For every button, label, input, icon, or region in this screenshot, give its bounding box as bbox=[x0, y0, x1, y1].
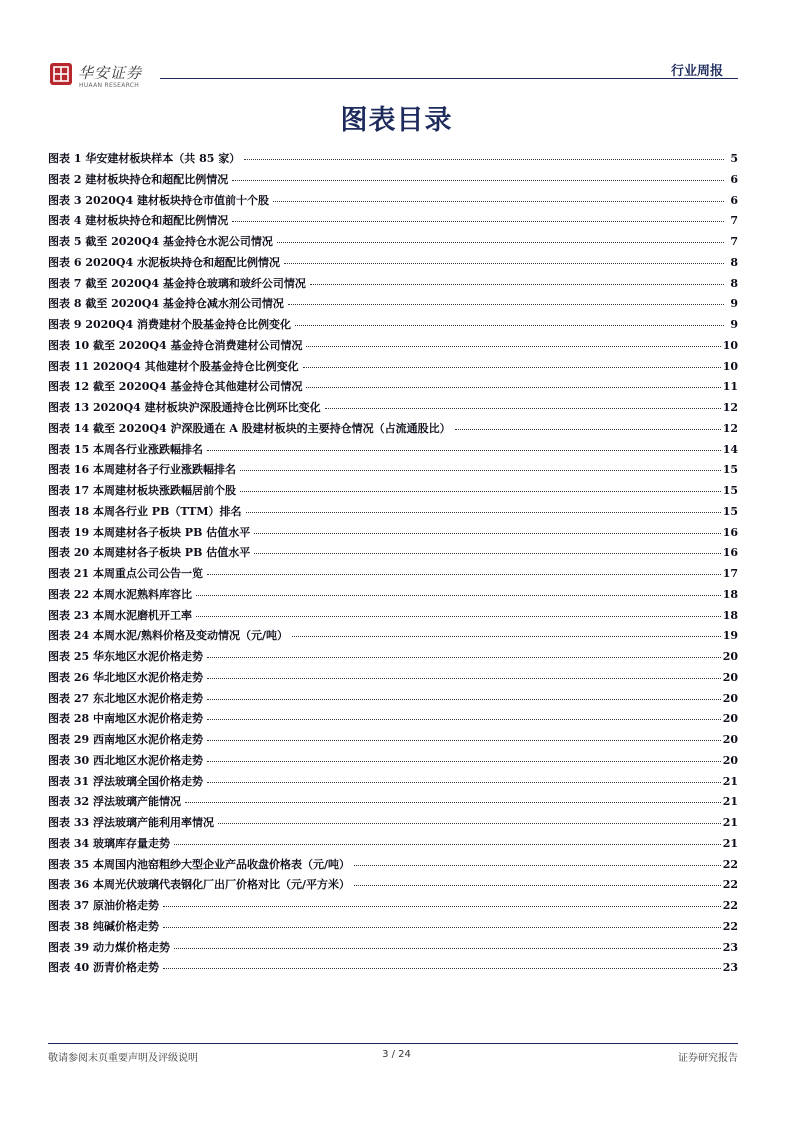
toc-dot-leader bbox=[292, 624, 721, 637]
toc-dot-leader bbox=[303, 355, 721, 368]
toc-entry[interactable] bbox=[48, 917, 738, 938]
footer-divider bbox=[48, 1043, 738, 1044]
toc-entry[interactable] bbox=[48, 938, 738, 959]
toc-dot-leader bbox=[218, 811, 721, 824]
toc-entry-label: 图表 18 本周各行业 PB（TTM）排名 bbox=[48, 504, 242, 518]
toc-entry-label: 图表 4 建材板块持仓和超配比例情况 bbox=[48, 214, 229, 228]
toc-entry-page: 20 bbox=[722, 733, 738, 746]
toc-entry-label: 图表 6 2020Q4 水泥板块持仓和超配比例情况 bbox=[48, 255, 280, 269]
toc-dot-leader bbox=[163, 915, 721, 928]
toc-entry[interactable] bbox=[48, 564, 738, 585]
toc-entry[interactable] bbox=[48, 377, 738, 398]
toc-dot-leader bbox=[207, 749, 721, 762]
logo-chinese-name: 华安证券 bbox=[78, 64, 143, 82]
toc-entry-label: 图表 32 浮法玻璃产能情况 bbox=[48, 795, 181, 809]
toc-entry[interactable] bbox=[48, 149, 738, 170]
toc-entry[interactable] bbox=[48, 481, 738, 502]
toc-entry-label: 图表 28 中南地区水泥价格走势 bbox=[48, 712, 203, 726]
report-type-label: 行业周报 bbox=[670, 64, 723, 79]
toc-entry-page: 15 bbox=[722, 504, 738, 518]
toc-entry[interactable] bbox=[48, 689, 738, 710]
figure-index-list bbox=[48, 149, 738, 979]
toc-entry[interactable] bbox=[48, 191, 738, 212]
toc-entry-page: 7 bbox=[730, 214, 738, 228]
toc-entry-page: 22 bbox=[722, 919, 738, 933]
toc-entry-label: 图表 27 东北地区水泥价格走势 bbox=[48, 691, 203, 705]
toc-dot-leader bbox=[207, 707, 721, 720]
toc-dot-leader bbox=[310, 272, 724, 285]
toc-entry-page: 21 bbox=[722, 795, 738, 809]
toc-entry-label: 图表 19 本周建材各子板块 PB 估值水平 bbox=[48, 525, 251, 539]
toc-entry-label: 图表 39 动力煤价格走势 bbox=[48, 940, 170, 954]
toc-entry-label: 图表 23 本周水泥磨机开工率 bbox=[48, 608, 192, 622]
toc-entry[interactable] bbox=[48, 875, 738, 896]
toc-entry[interactable] bbox=[48, 792, 738, 813]
toc-entry-page: 20 bbox=[722, 670, 738, 684]
toc-entry[interactable] bbox=[48, 896, 738, 917]
toc-dot-leader bbox=[240, 479, 721, 492]
toc-entry-label: 图表 14 截至 2020Q4 沪深股通在 A 股建材板块的主要持仓情况（占流通股比） bbox=[48, 421, 451, 435]
toc-entry-label: 图表 13 2020Q4 建材板块沪深股通持仓比例环比变化 bbox=[48, 401, 321, 414]
toc-dot-leader bbox=[207, 645, 721, 658]
toc-entry-label: 图表 5 截至 2020Q4 基金持仓水泥公司情况 bbox=[48, 235, 273, 248]
toc-dot-leader bbox=[232, 209, 724, 222]
toc-entry[interactable] bbox=[48, 772, 738, 793]
toc-entry-page: 6 bbox=[730, 193, 738, 207]
huaan-logo-icon bbox=[50, 63, 72, 85]
toc-entry-label: 图表 38 纯碱价格走势 bbox=[48, 919, 159, 933]
toc-dot-leader bbox=[354, 853, 721, 866]
toc-dot-leader bbox=[232, 168, 724, 181]
toc-entry-page: 18 bbox=[722, 587, 738, 601]
toc-entry[interactable] bbox=[48, 958, 738, 979]
toc-dot-leader bbox=[196, 583, 721, 596]
toc-dot-leader bbox=[240, 458, 721, 471]
toc-entry[interactable] bbox=[48, 211, 738, 232]
toc-entry-label: 图表 15 本周各行业涨跌幅排名 bbox=[48, 442, 203, 456]
toc-entry-page: 22 bbox=[722, 878, 738, 892]
toc-entry[interactable] bbox=[48, 730, 738, 751]
toc-entry-label: 图表 9 2020Q4 消费建材个股基金持仓比例变化 bbox=[48, 318, 291, 331]
toc-entry-label: 图表 10 截至 2020Q4 基金持仓消费建材公司情况 bbox=[48, 338, 303, 352]
toc-entry-label: 图表 25 华东地区水泥价格走势 bbox=[48, 650, 203, 663]
page-indicator: 3 / 24 bbox=[382, 1049, 411, 1060]
toc-entry-page: 7 bbox=[730, 235, 738, 248]
toc-dot-leader bbox=[207, 666, 721, 679]
toc-entry[interactable] bbox=[48, 232, 738, 253]
toc-entry-page: 14 bbox=[722, 442, 738, 456]
toc-entry-page: 21 bbox=[722, 836, 738, 850]
toc-dot-leader bbox=[354, 873, 721, 886]
toc-entry[interactable] bbox=[48, 170, 738, 191]
toc-dot-leader bbox=[207, 770, 721, 783]
toc-entry-page: 6 bbox=[730, 172, 738, 186]
toc-dot-leader bbox=[163, 894, 721, 907]
toc-entry[interactable] bbox=[48, 274, 738, 295]
toc-entry-label: 图表 33 浮法玻璃产能利用率情况 bbox=[48, 816, 214, 829]
toc-entry[interactable] bbox=[48, 813, 738, 834]
toc-entry-label: 图表 31 浮法玻璃全国价格走势 bbox=[48, 774, 203, 788]
toc-entry-label: 图表 40 沥青价格走势 bbox=[48, 961, 159, 975]
toc-entry-page: 22 bbox=[722, 899, 738, 912]
toc-entry[interactable] bbox=[48, 751, 738, 772]
toc-entry-label: 图表 2 建材板块持仓和超配比例情况 bbox=[48, 172, 229, 186]
toc-entry[interactable] bbox=[48, 855, 738, 876]
toc-entry-label: 图表 3 2020Q4 建材板块持仓市值前十个股 bbox=[48, 193, 269, 207]
toc-entry[interactable] bbox=[48, 834, 738, 855]
toc-entry-page: 16 bbox=[722, 546, 738, 560]
toc-entry-label: 图表 24 本周水泥/熟料价格及变动情况（元/吨） bbox=[48, 629, 289, 643]
toc-entry[interactable] bbox=[48, 502, 738, 523]
toc-entry-label: 图表 37 原油价格走势 bbox=[48, 899, 159, 912]
toc-entry-page: 20 bbox=[722, 712, 738, 726]
toc-entry[interactable] bbox=[48, 668, 738, 689]
toc-entry-page: 8 bbox=[730, 276, 738, 290]
toc-entry-label: 图表 11 2020Q4 其他建材个股基金持仓比例变化 bbox=[48, 359, 299, 373]
toc-entry[interactable] bbox=[48, 440, 738, 461]
toc-dot-leader bbox=[254, 521, 720, 534]
toc-dot-leader bbox=[244, 147, 724, 160]
toc-entry-page: 23 bbox=[722, 940, 738, 954]
toc-entry-page: 20 bbox=[722, 753, 738, 767]
toc-dot-leader bbox=[246, 500, 721, 513]
toc-dot-leader bbox=[306, 375, 720, 388]
toc-entry-label: 图表 35 本周国内池窑粗纱大型企业产品收盘价格表（元/吨） bbox=[48, 857, 350, 871]
toc-entry-label: 图表 17 本周建材板块涨跌幅居前个股 bbox=[48, 484, 236, 497]
toc-entry-page: 23 bbox=[722, 961, 738, 975]
toc-entry[interactable] bbox=[48, 585, 738, 606]
toc-entry-label: 图表 1 华安建材板块样本（共 85 家） bbox=[48, 152, 241, 165]
toc-dot-leader bbox=[288, 292, 724, 305]
toc-entry-page: 15 bbox=[722, 463, 738, 477]
toc-entry-page: 9 bbox=[730, 297, 738, 311]
toc-dot-leader bbox=[207, 728, 721, 741]
toc-entry-label: 图表 36 本周光伏玻璃代表钢化厂出厂价格对比（元/平方米） bbox=[48, 878, 350, 892]
toc-entry-page: 19 bbox=[722, 629, 738, 643]
toc-entry-page: 22 bbox=[722, 857, 738, 871]
toc-entry[interactable] bbox=[48, 460, 738, 481]
toc-entry-label: 图表 8 截至 2020Q4 基金持仓减水剂公司情况 bbox=[48, 297, 284, 311]
toc-dot-leader bbox=[284, 251, 724, 264]
toc-entry-label: 图表 29 西南地区水泥价格走势 bbox=[48, 733, 203, 746]
toc-dot-leader bbox=[254, 541, 720, 554]
toc-dot-leader bbox=[174, 936, 721, 949]
toc-entry-page: 15 bbox=[722, 484, 738, 497]
toc-entry-label: 图表 22 本周水泥熟料库容比 bbox=[48, 587, 192, 601]
toc-entry[interactable] bbox=[48, 357, 738, 378]
toc-dot-leader bbox=[325, 396, 721, 409]
toc-entry-page: 12 bbox=[722, 421, 738, 435]
toc-entry-page: 17 bbox=[722, 567, 738, 580]
toc-dot-leader bbox=[207, 438, 721, 451]
toc-dot-leader bbox=[207, 562, 721, 575]
footer-doc-type: 证券研究报告 bbox=[678, 1053, 738, 1064]
toc-entry-page: 18 bbox=[722, 608, 738, 622]
toc-entry-page: 16 bbox=[722, 525, 738, 539]
toc-dot-leader bbox=[174, 832, 721, 845]
toc-dot-leader bbox=[273, 189, 724, 202]
toc-entry[interactable] bbox=[48, 606, 738, 627]
toc-entry-label: 图表 21 本周重点公司公告一览 bbox=[48, 567, 203, 580]
toc-entry[interactable] bbox=[48, 336, 738, 357]
toc-dot-leader bbox=[207, 687, 721, 700]
page-title: 图表目录 bbox=[340, 105, 453, 136]
toc-dot-leader bbox=[163, 956, 721, 969]
toc-entry-label: 图表 12 截至 2020Q4 基金持仓其他建材公司情况 bbox=[48, 380, 303, 394]
toc-entry-label: 图表 20 本周建材各子板块 PB 估值水平 bbox=[48, 546, 251, 560]
toc-entry[interactable] bbox=[48, 398, 738, 419]
toc-dot-leader bbox=[295, 313, 724, 326]
toc-entry[interactable] bbox=[48, 253, 738, 274]
toc-entry-page: 20 bbox=[722, 691, 738, 705]
toc-dot-leader bbox=[455, 417, 721, 430]
toc-entry-page: 10 bbox=[722, 359, 738, 373]
toc-entry-page: 11 bbox=[722, 380, 738, 394]
toc-entry-page: 5 bbox=[730, 152, 738, 165]
toc-dot-leader bbox=[306, 334, 720, 347]
toc-entry-page: 21 bbox=[722, 774, 738, 788]
toc-entry[interactable] bbox=[48, 647, 738, 668]
toc-entry-label: 图表 16 本周建材各子行业涨跌幅排名 bbox=[48, 463, 236, 477]
footer-disclaimer: 敬请参阅末页重要声明及评级说明 bbox=[48, 1053, 198, 1064]
toc-entry[interactable] bbox=[48, 523, 738, 544]
toc-entry-page: 12 bbox=[722, 401, 738, 414]
toc-entry[interactable] bbox=[48, 543, 738, 564]
header-divider bbox=[160, 78, 738, 79]
toc-entry-page: 21 bbox=[722, 816, 738, 829]
toc-entry-label: 图表 7 截至 2020Q4 基金持仓玻璃和玻纤公司情况 bbox=[48, 276, 306, 290]
toc-entry[interactable] bbox=[48, 419, 738, 440]
toc-entry-label: 图表 30 西北地区水泥价格走势 bbox=[48, 753, 203, 767]
toc-entry-label: 图表 26 华北地区水泥价格走势 bbox=[48, 670, 203, 684]
toc-entry-page: 8 bbox=[730, 255, 738, 269]
page-header bbox=[0, 0, 793, 95]
toc-dot-leader bbox=[185, 790, 721, 803]
toc-dot-leader bbox=[196, 604, 721, 617]
toc-dot-leader bbox=[277, 230, 724, 243]
toc-entry[interactable] bbox=[48, 294, 738, 315]
toc-entry[interactable] bbox=[48, 315, 738, 336]
toc-entry-page: 9 bbox=[730, 318, 738, 331]
toc-entry-page: 10 bbox=[722, 338, 738, 352]
logo-english-name: HUAAN RESEARCH bbox=[79, 82, 140, 89]
toc-entry[interactable] bbox=[48, 626, 738, 647]
toc-entry-page: 20 bbox=[722, 650, 738, 663]
toc-entry-label: 图表 34 玻璃库存量走势 bbox=[48, 836, 170, 850]
toc-entry[interactable] bbox=[48, 709, 738, 730]
